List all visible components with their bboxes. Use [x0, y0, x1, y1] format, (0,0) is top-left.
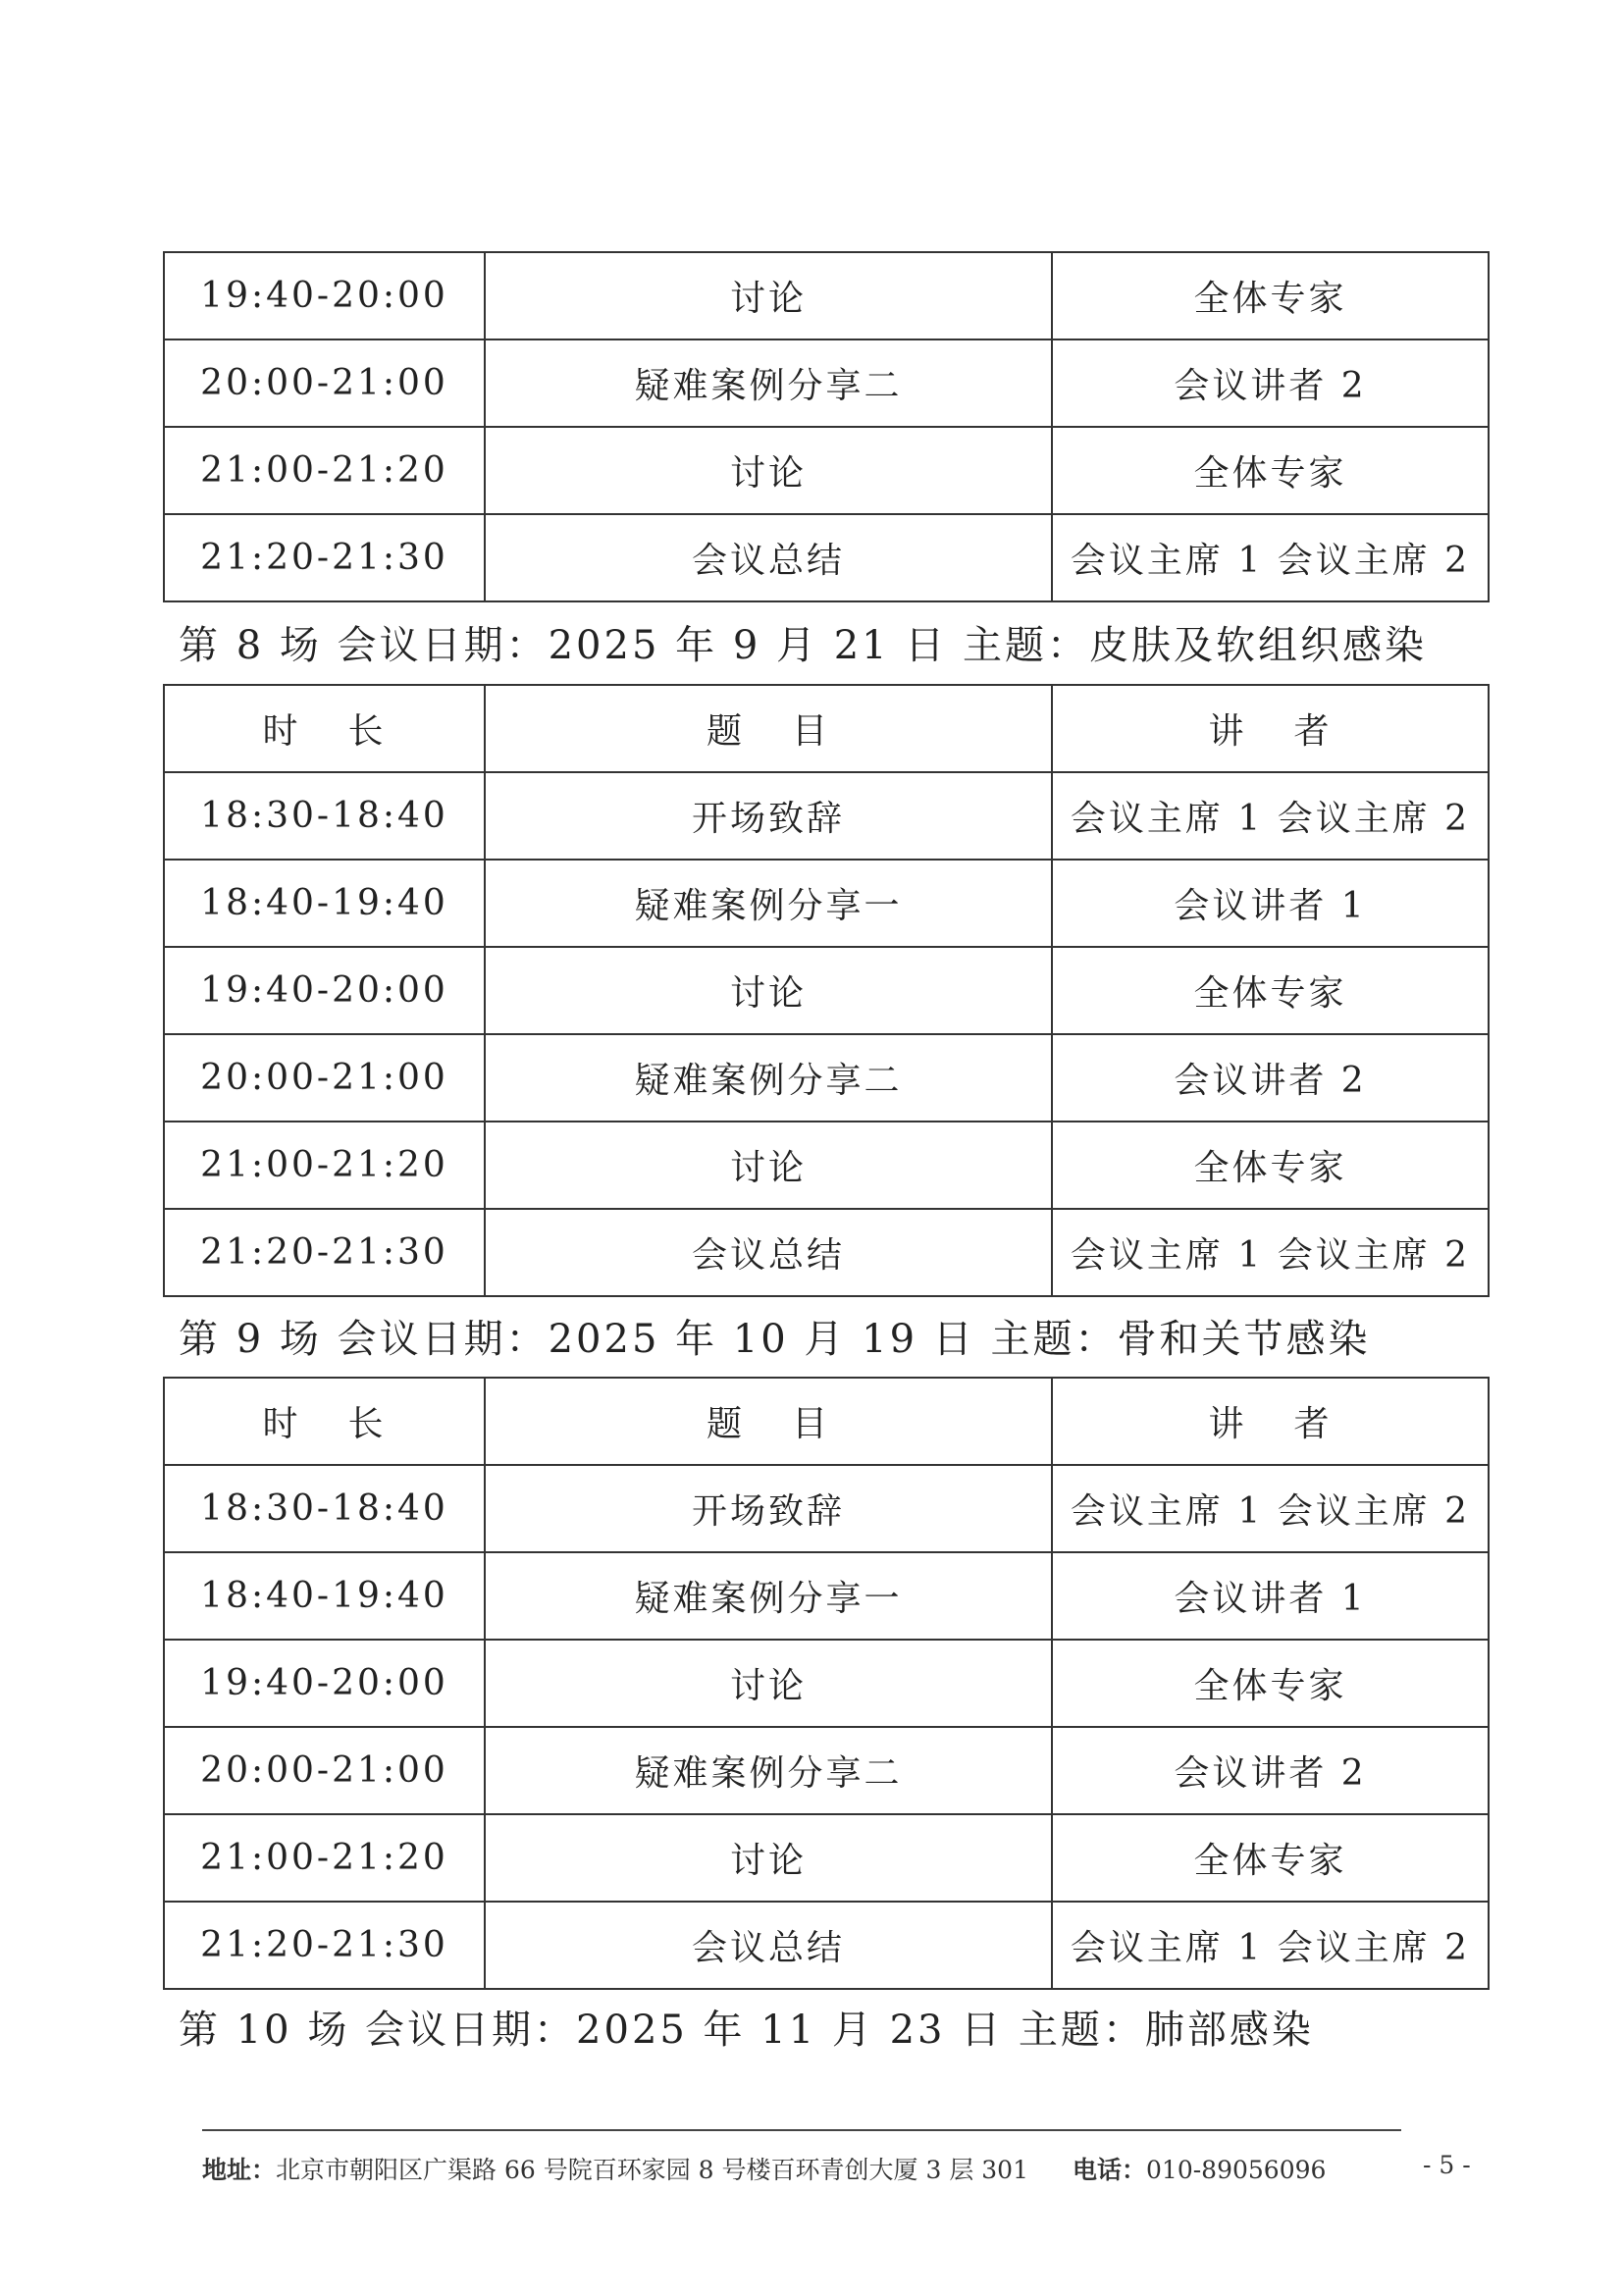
- speaker-cell: 会议讲者 2: [1052, 1727, 1489, 1814]
- header-speaker: 讲 者: [1052, 685, 1489, 772]
- table-row: [164, 1034, 1489, 1122]
- table-row: [164, 339, 1489, 427]
- footer-divider: [202, 2129, 1401, 2131]
- topic-cell: 疑难案例分享一: [485, 860, 1052, 947]
- table-row: [164, 427, 1489, 514]
- topic-cell: 开场致辞: [485, 772, 1052, 860]
- topic-cell: 讨论: [485, 947, 1052, 1034]
- topic-cell: 讨论: [485, 427, 1052, 514]
- speaker-cell: 会议主席 1 会议主席 2: [1052, 1902, 1489, 1989]
- session-10-heading: 第 10 场 会议日期：2025 年 11 月 23 日 主题：肺部感染: [179, 2008, 1314, 2053]
- header-topic: 题 目: [485, 1378, 1052, 1465]
- table-row: [164, 860, 1489, 947]
- topic-cell: 会议总结: [485, 1209, 1052, 1296]
- speaker-cell: 会议讲者 2: [1052, 339, 1489, 427]
- topic-cell: 会议总结: [485, 1902, 1052, 1989]
- session-9-table: [163, 1377, 1490, 1990]
- header-topic: 题 目: [485, 685, 1052, 772]
- phone-number: 010-89056096: [1146, 2156, 1327, 2184]
- table-row: [164, 1902, 1489, 1989]
- time-cell: 19:40-20:00: [164, 1640, 485, 1727]
- time-cell: 19:40-20:00: [164, 947, 485, 1034]
- address-label: 地址：: [202, 2156, 277, 2184]
- speaker-cell: 会议讲者 2: [1052, 1034, 1489, 1122]
- speaker-cell: 会议讲者 1: [1052, 860, 1489, 947]
- speaker-cell: 全体专家: [1052, 252, 1489, 339]
- table-header-row: [164, 685, 1489, 772]
- topic-cell: 疑难案例分享二: [485, 1034, 1052, 1122]
- header-time: 时 长: [164, 1378, 485, 1465]
- topic-cell: 会议总结: [485, 514, 1052, 601]
- time-cell: 20:00-21:00: [164, 1727, 485, 1814]
- address-text: 北京市朝阳区广渠路 66 号院百环家园 8 号楼百环青创大厦 3 层 301: [276, 2156, 1028, 2184]
- table-row: [164, 1552, 1489, 1640]
- table-row: [164, 514, 1489, 601]
- table-row: [164, 947, 1489, 1034]
- session-8-heading: 第 8 场 会议日期：2025 年 9 月 21 日 主题：皮肤及软组织感染: [179, 623, 1428, 668]
- table-row: [164, 1640, 1489, 1727]
- table-row: [164, 1814, 1489, 1902]
- topic-cell: 讨论: [485, 1640, 1052, 1727]
- speaker-cell: 会议主席 1 会议主席 2: [1052, 514, 1489, 601]
- time-cell: 20:00-21:00: [164, 339, 485, 427]
- speaker-cell: 会议主席 1 会议主席 2: [1052, 772, 1489, 860]
- speaker-cell: 会议主席 1 会议主席 2: [1052, 1465, 1489, 1552]
- footer-address: [202, 2151, 1028, 2186]
- table-row: [164, 1209, 1489, 1296]
- header-speaker: 讲 者: [1052, 1378, 1489, 1465]
- table-row: [164, 1122, 1489, 1209]
- topic-cell: 讨论: [485, 252, 1052, 339]
- speaker-cell: 全体专家: [1052, 427, 1489, 514]
- time-cell: 18:30-18:40: [164, 772, 485, 860]
- time-cell: 21:20-21:30: [164, 514, 485, 601]
- speaker-cell: 全体专家: [1052, 1814, 1489, 1902]
- footer-phone: [1073, 2151, 1326, 2186]
- topic-cell: 讨论: [485, 1814, 1052, 1902]
- speaker-cell: 全体专家: [1052, 1122, 1489, 1209]
- time-cell: 18:40-19:40: [164, 860, 485, 947]
- topic-cell: 讨论: [485, 1122, 1052, 1209]
- table-row: [164, 252, 1489, 339]
- time-cell: 21:20-21:30: [164, 1209, 485, 1296]
- table-row: [164, 772, 1489, 860]
- table-header-row: [164, 1378, 1489, 1465]
- speaker-cell: 会议讲者 1: [1052, 1552, 1489, 1640]
- topic-cell: 开场致辞: [485, 1465, 1052, 1552]
- session-8-table: [163, 684, 1490, 1297]
- topic-cell: 疑难案例分享二: [485, 1727, 1052, 1814]
- phone-label: 电话：: [1073, 2156, 1147, 2184]
- table-row: [164, 1727, 1489, 1814]
- speaker-cell: 全体专家: [1052, 1640, 1489, 1727]
- time-cell: 21:20-21:30: [164, 1902, 485, 1989]
- session-9-heading: 第 9 场 会议日期：2025 年 10 月 19 日 主题：骨和关节感染: [179, 1317, 1371, 1362]
- page-number: - 5 -: [1423, 2151, 1471, 2179]
- speaker-cell: 全体专家: [1052, 947, 1489, 1034]
- time-cell: 19:40-20:00: [164, 252, 485, 339]
- header-time: 时 长: [164, 685, 485, 772]
- time-cell: 18:40-19:40: [164, 1552, 485, 1640]
- time-cell: 21:00-21:20: [164, 1122, 485, 1209]
- topic-cell: 疑难案例分享一: [485, 1552, 1052, 1640]
- speaker-cell: 会议主席 1 会议主席 2: [1052, 1209, 1489, 1296]
- table-row: [164, 1465, 1489, 1552]
- schedule-table-continued: [163, 251, 1490, 602]
- time-cell: 20:00-21:00: [164, 1034, 485, 1122]
- topic-cell: 疑难案例分享二: [485, 339, 1052, 427]
- time-cell: 21:00-21:20: [164, 1814, 485, 1902]
- time-cell: 21:00-21:20: [164, 427, 485, 514]
- time-cell: 18:30-18:40: [164, 1465, 485, 1552]
